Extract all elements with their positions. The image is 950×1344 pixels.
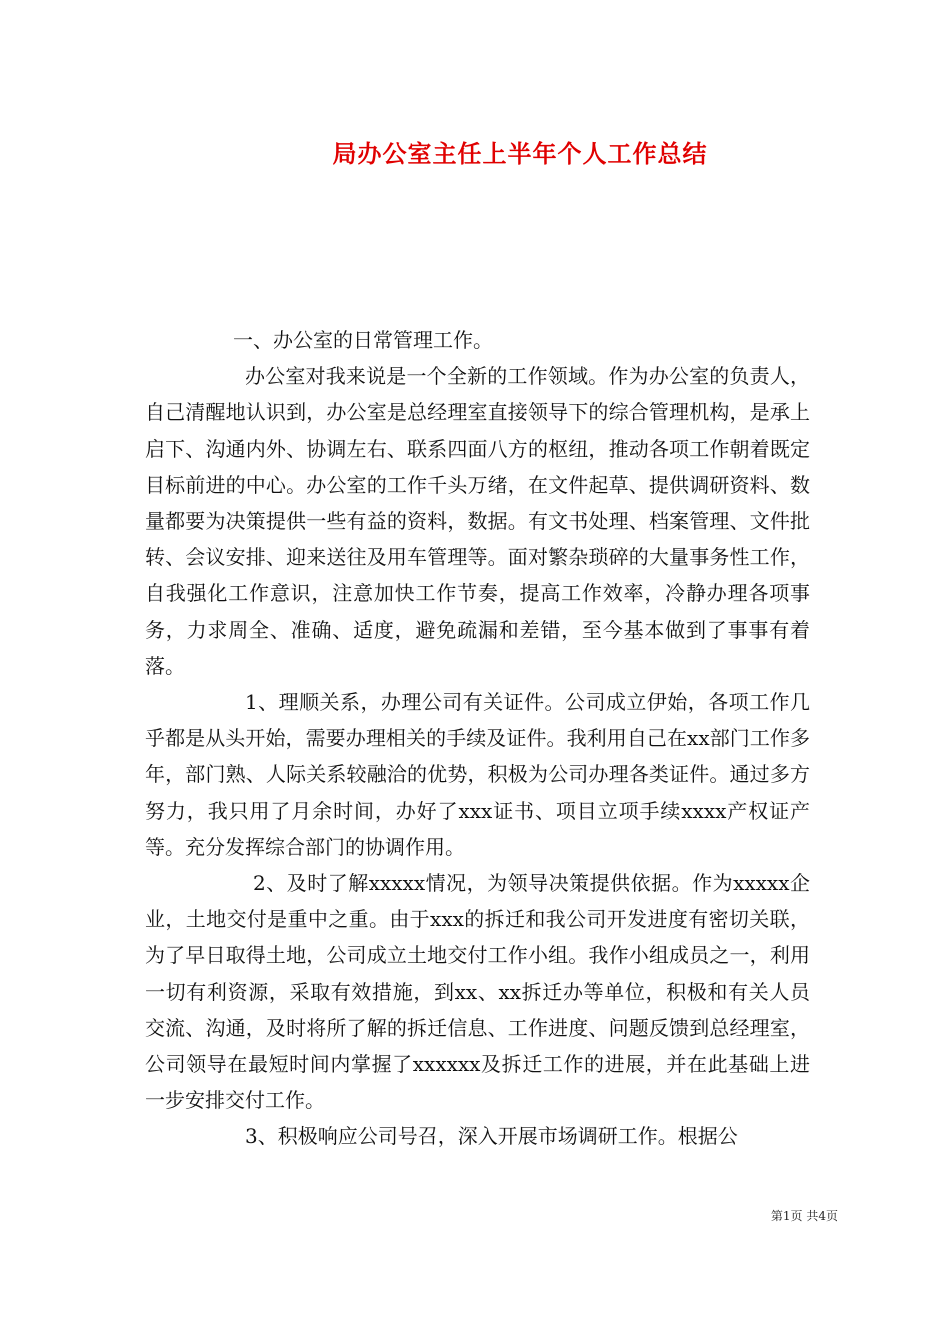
section-heading: 一、办公室的日常管理工作。 [233, 328, 493, 352]
paragraph-item-1: 1、理顺关系，办理公司有关证件。公司成立伊始，各项工作几乎都是从头开始，需要办理相关的手续及证件。我利用自己在xx部门工作多年，部门熟、人际关系较融洽的优势，积极为公司办理各类证件。通过多方努力，我只用了月余时间，办好了xxx证书、项目立项手续xxxx产权证产等。充分发挥综合部门的协调作用。 [145, 690, 810, 859]
document-title: 局办公室主任上半年个人工作总结 [332, 139, 708, 168]
page-number-footer: 第1页 共4页 [770, 1209, 838, 1223]
paragraph-intro: 办公室对我来说是一个全新的工作领域。作为办公室的负责人，自己清醒地认识到，办公室是总经理室直接领导下的综合管理机构，是承上启下、沟通内外、协调左右、联系四面八方的枢纽，推动各项工作朝着既定目标前进的中心。办公室的工作千头万绪，在文件起草、提供调研资料、数量都要为决策提供一些有益的资料，数据。有文书处理、档案管理、文件批转、会议安排、迎来送往及用车管理等。面对繁杂琐碎的大量事务性工作，自我强化工作意识，注意加快工作节奏，提高工作效率，冷静办理各项事务，力求周全、准确、适度，避免疏漏和差错，至今基本做到了事事有着落。 [145, 364, 810, 678]
paragraph-item-3: 3、积极响应公司号召，深入开展市场调研工作。根据公 [245, 1124, 738, 1149]
document-body [145, 322, 810, 1155]
paragraph-item-2: 2、及时了解xxxxx情况，为领导决策提供依据。作为xxxxx企业，土地交付是重中之重。由于xxx的拆迁和我公司开发进度有密切关联，为了早日取得土地，公司成立土地交付工作小组。我作小组成员之一，利用一切有利资源，采取有效措施，到xx、xx拆迁办等单位，积极和有关人员交流、沟通，及时将所了解的拆迁信息、工作进度、问题反馈到总经理室，公司领导在最短时间内掌握了xxxxxx及拆迁工作的进展，并在此基础上进一步安排交付工作。 [145, 871, 810, 1113]
